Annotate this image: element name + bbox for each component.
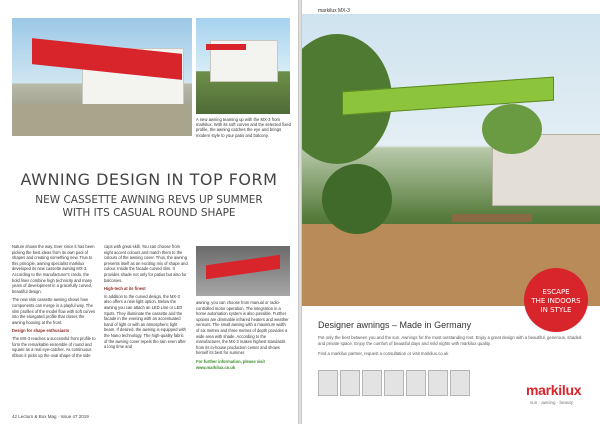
brand-logo: markilux <box>526 382 582 398</box>
badge-line-1: ESCAPE <box>542 288 570 296</box>
subheadline <box>0 194 298 220</box>
col1-subtitle: Design for shape enthusiasts <box>12 328 70 334</box>
col1-paragraph-3: The MX-3 reaches a successful front profile to form the remarkable ensemble of round and square as a real eye-catcher. As continuous ribbon it picks up the oval shape of the side <box>12 335 96 358</box>
col2-paragraph-2: In addition to the curved design, the MX-3 also offers a new light option. Below the awning you can attach an LED Line or LED Spots. They illuminate the cassette and the facade in the evening with an accentuated band of light or with an atmospheric light beam. If desired, the awning is equipped with the Nano technology. The high-quality fabric of the awning cover repels the rain even after a long time and <box>104 293 186 350</box>
column-3 <box>196 300 290 373</box>
col1-paragraph-2: The new slim cassette awning shows how components can merge in a playful way. The slim profiles of the model flow with soft curves into the elongated profile that closes the awning housing at the front. <box>12 297 96 325</box>
subhead-line-2: WITH ITS CASUAL ROUND SHAPE <box>62 207 236 219</box>
ad-link[interactable]: Find a markilux partner, request a consultation or visit markilux.co.uk <box>318 351 449 356</box>
right-page <box>302 0 600 424</box>
ad-body: Put only the best between you and the sun. Awnings for the most outstanding rest. Enjoy a great design with a beautiful, generous, shaded and private space. Enjoy the comfort of beautiful days and mild nights with markilux quality. <box>318 335 582 346</box>
escape-badge <box>524 268 588 332</box>
left-page <box>0 0 298 424</box>
col1-paragraph-1: Nature shows the way. Ever since it has been picking the best ideas from its own pool of shapes and creating something new. True to this principle, awning specialist markilux developed its new cassette awning MX-3. According to the manufacturer's credo, the bold lines combine high technicity and many years of development in a gracefully curved, beautiful design. <box>12 244 95 294</box>
logo-badge-3 <box>362 370 382 396</box>
ad-title: Designer awnings – Made in Germany <box>318 320 472 330</box>
logo-badge-1 <box>318 370 338 396</box>
brand-tagline: sun · awning · beauty <box>530 400 574 405</box>
logo-badge-7 <box>450 370 470 396</box>
badge-line-2: THE INDOORS <box>531 297 581 305</box>
brand-tag: markilux MX-3 <box>318 8 350 14</box>
col3-paragraph-1: awning, you can choose from manual or radio-controlled motor operation. The integration in a home automation system is also possible. Further options are dimmable infrared heaters and weather sensors. The small awning with a maximum width of six metres and three metres of depth provides a wide area with shade. According to the manufacturer, the MX-3 makes highest standards from its in-house production center and shows herself its best for summer. <box>196 300 289 356</box>
logo-badge-6 <box>428 370 448 396</box>
page-footer: 42 Lecturn & Box Mag · Issue 47 2019 <box>12 414 89 419</box>
photo-caption: A new awning teaming up with the MX-3 from markilux. With its soft curves and the selected fixed profile, the awning catches the eye and brings modern style to your patio and balcony. <box>196 117 291 138</box>
logo-badge-2 <box>340 370 360 396</box>
logo-badge-5 <box>406 370 426 396</box>
main-awning-photo <box>12 18 192 136</box>
terrace <box>12 104 192 136</box>
red-awning-small <box>206 44 246 50</box>
column-1 <box>12 244 96 361</box>
subhead-line-1: NEW CASSETTE AWNING REVS UP SUMMER <box>35 194 263 206</box>
foreground-shrub <box>322 164 392 234</box>
badge-line-3: IN STYLE <box>540 306 572 314</box>
col2-paragraph-1: caps with great skill. You can choose from eight accent colours and match them to the colours of the awning cover. Thus, the awning presents itself as an exciting mix of shape and colour. Inside the facade curved slim. It provides shade not only for patios but also for balconies. <box>104 244 188 283</box>
column-2 <box>104 244 188 353</box>
garden-awning-photo <box>302 14 600 306</box>
further-info: For further information, please visit www.markilux.co.uk <box>196 358 265 370</box>
col2-subtitle: High-tech at its finest <box>104 286 146 292</box>
back-shrub <box>482 104 542 154</box>
patio-table <box>452 214 532 222</box>
headline: AWNING DESIGN IN TOP FORM <box>20 170 278 189</box>
certification-logos <box>318 370 478 398</box>
logo-badge-4 <box>384 370 404 396</box>
red-cassette <box>206 255 280 279</box>
side-house-photo <box>196 18 290 114</box>
cassette-detail-photo <box>196 246 290 296</box>
